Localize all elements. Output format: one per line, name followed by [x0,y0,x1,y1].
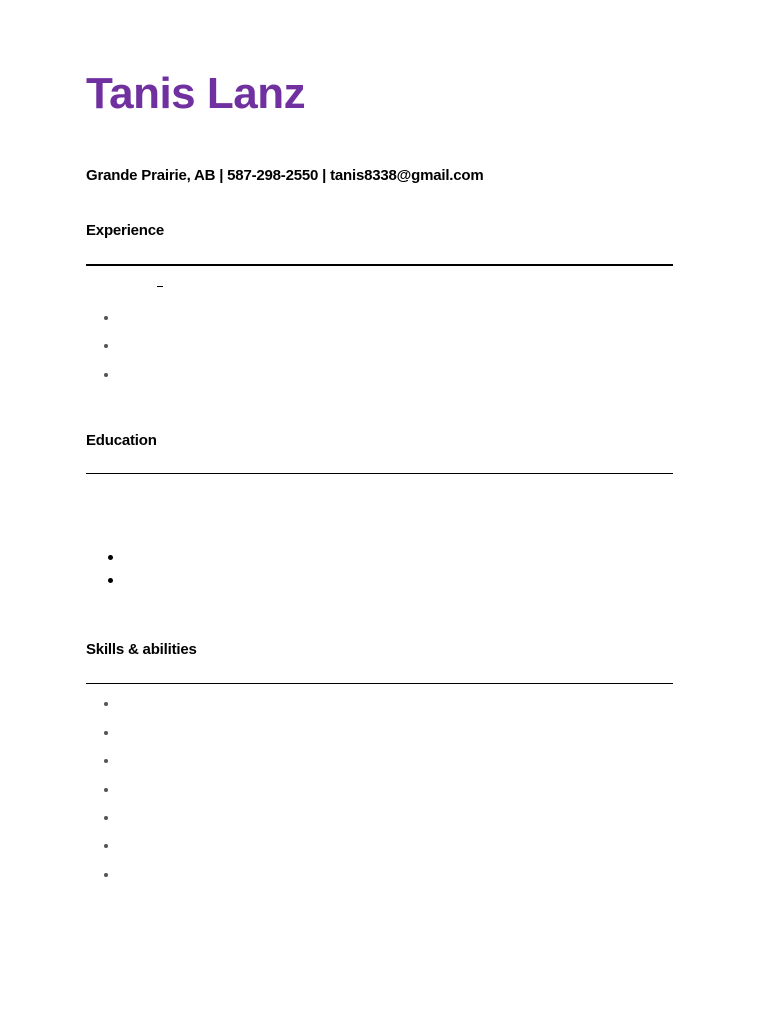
experience-bullet [104,316,108,320]
skills-bullet [104,702,108,706]
resume-name: Tanis Lanz [86,69,306,118]
skills-bullet [104,844,108,848]
skills-bullet [104,788,108,792]
experience-heading: Experience [86,222,165,239]
experience-divider [86,264,673,266]
education-bullet [108,578,113,583]
experience-bullet [104,373,108,377]
skills-bullet [104,759,108,763]
education-bullet [108,555,113,560]
skills-bullet [104,873,108,877]
education-heading: Education [86,432,157,449]
experience-bullet [104,344,108,348]
contact-info: Grande Prairie, AB | 587-298-2550 | tanis8338@gmail.com [86,167,484,184]
skills-bullet [104,816,108,820]
skills-bullet [104,731,108,735]
date-separator-dash [157,286,163,287]
education-divider [86,473,673,474]
skills-heading: Skills & abilities [86,641,197,658]
skills-divider [86,683,673,684]
